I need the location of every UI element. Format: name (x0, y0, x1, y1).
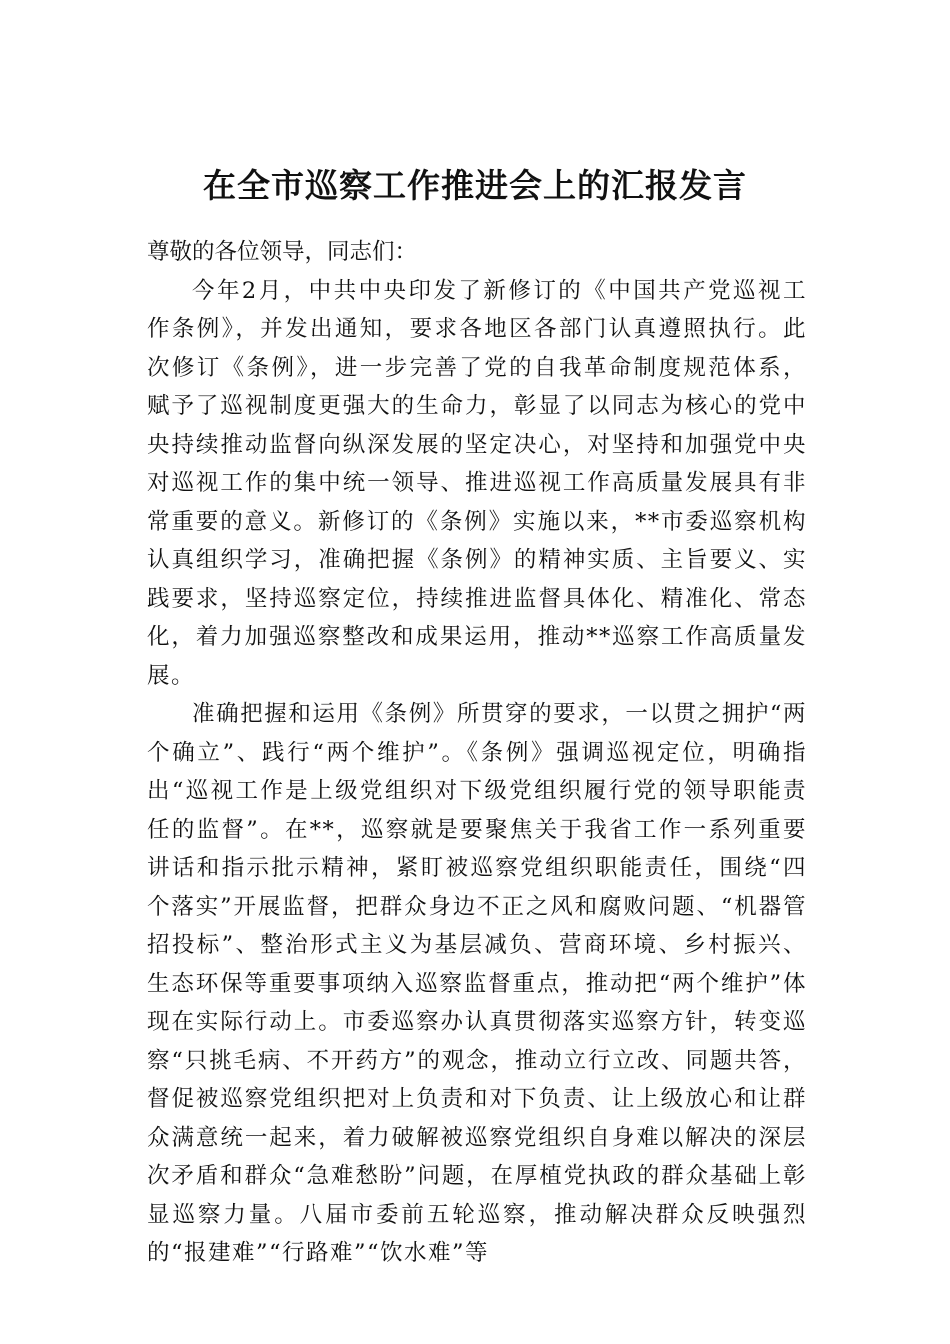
paragraph-2: 准确把握和运用《条例》所贯穿的要求，一以贯之拥护“两个确立”、践行“两个维护”。《条例》强调巡视定位，明确指出“巡视工作是上级党组织对下级党组织履行党的领导职能责任的监督”。在**，巡察就是要聚焦关于我省工作一系列重要讲话和指示批示精神，紧盯被巡察党组织职能责任，围绕“四个落实”开展监督，把群众身边不正之风和腐败问题、“机器管招投标”、整治形式主义为基层减负、营商环境、乡村振兴、生态环保等重要事项纳入巡察监督重点，推动把“两个维护”体现在实际行动上。市委巡察办认真贯彻落实巡察方针，转变巡察“只挑毛病、不开药方”的观念，推动立行立改、同题共答，督促被巡察党组织把对上负责和对下负责、让上级放心和让群众满意统一起来，着力破解被巡察党组织自身难以解决的深层次矛盾和群众“急难愁盼”问题，在厚植党执政的群众基础上彰显巡察力量。八届市委前五轮巡察，推动解决群众反映强烈的“报建难”“行路难”“饮水难”等 (147, 701, 807, 1266)
document-body (147, 233, 807, 1273)
salutation: 尊敬的各位领导，同志们： (147, 239, 418, 265)
paragraph-1: 今年2月，中共中央印发了新修订的《中国共产党巡视工作条例》，并发出通知，要求各地区各部门认真遵照执行。此次修订《条例》，进一步完善了党的自我革命制度规范体系，赋予了巡视制度更强大的生命力，彰显了以同志为核心的党中央持续推动监督向纵深发展的坚定决心，对坚持和加强党中央对巡视工作的集中统一领导、推进巡视工作高质量发展具有非常重要的意义。新修订的《条例》实施以来，**市委巡察机构认真组织学习，准确把握《条例》的精神实质、主旨要义、实践要求，坚持巡察定位，持续推进监督具体化、精准化、常态化，着力加强巡察整改和成果运用，推动**巡察工作高质量发展。 (147, 277, 807, 689)
document-title: 在全市巡察工作推进会上的汇报发言 (203, 166, 747, 205)
